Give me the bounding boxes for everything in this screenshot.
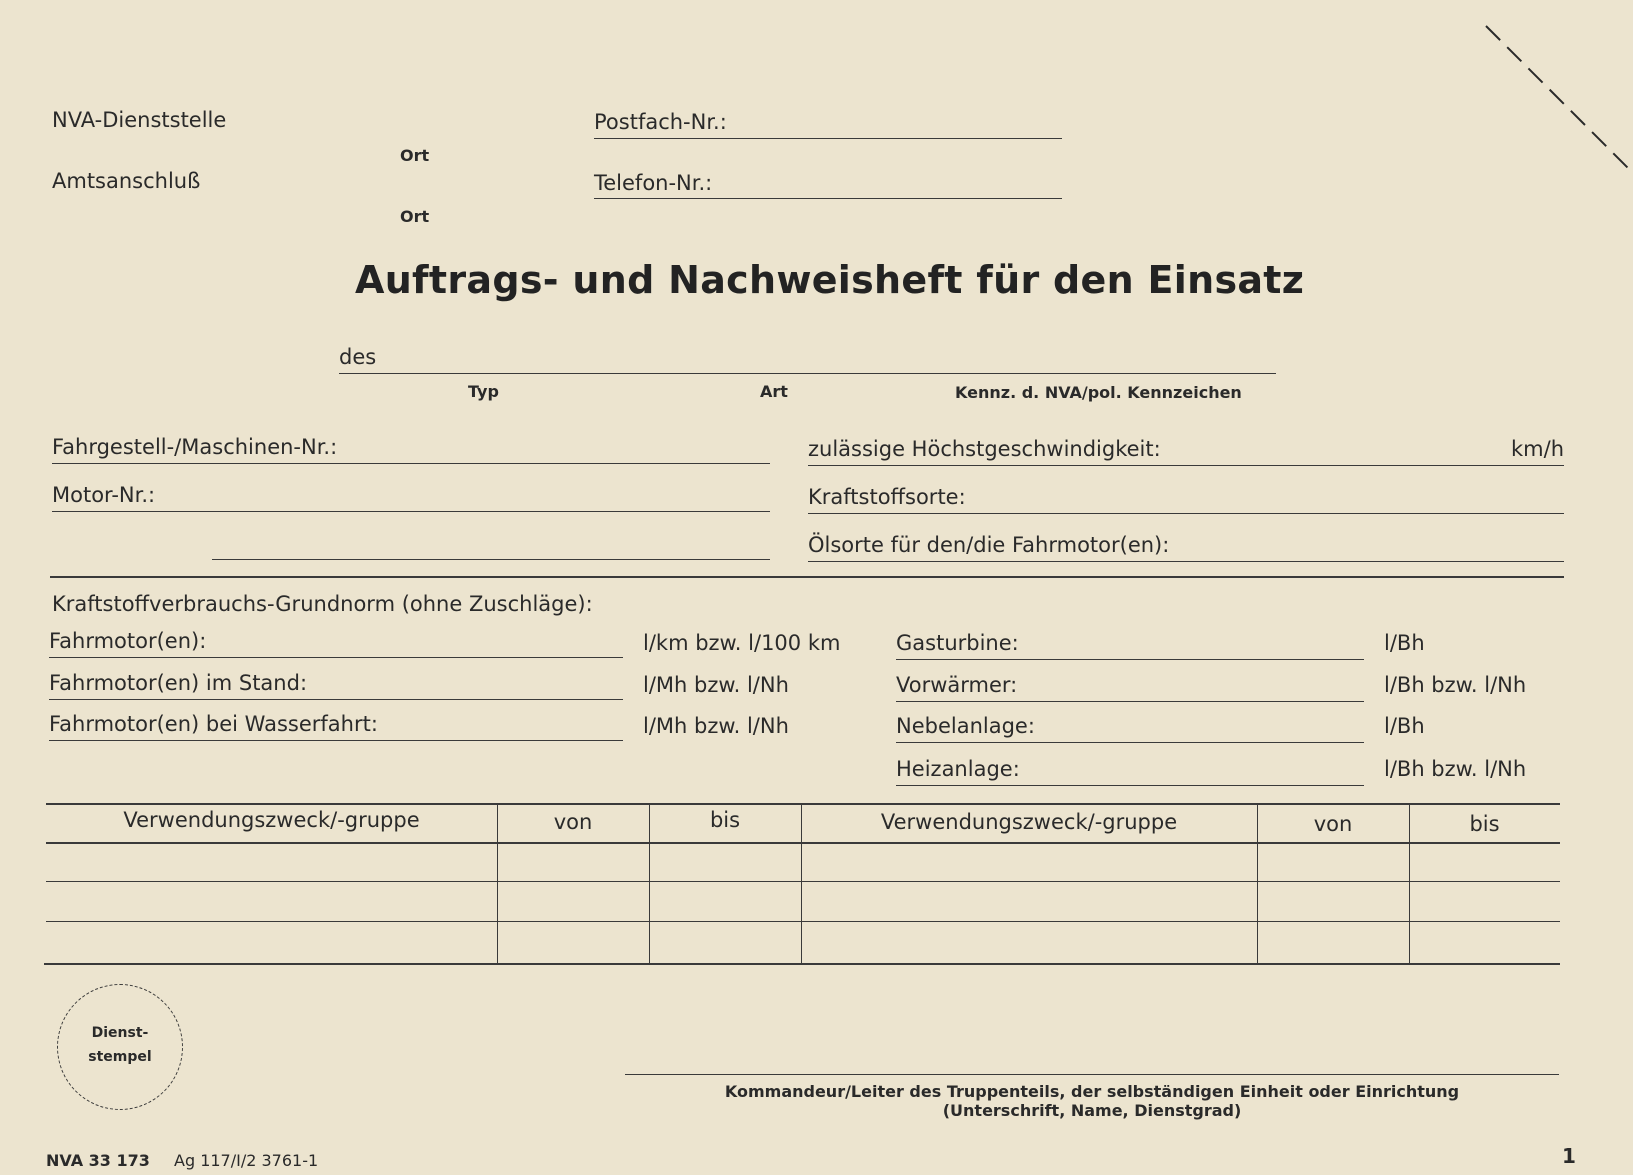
perforation-line	[1480, 20, 1633, 180]
table-bottom-rule	[44, 963, 1560, 965]
table-header-cell: von	[1313, 812, 1353, 836]
signature-caption: Kommandeur/Leiter des Truppenteils, der selbständigen Einheit oder Einrichtung	[724, 1082, 1460, 1101]
consumption-right-unit: l/Bh bzw. l/Nh	[1384, 757, 1527, 781]
table-header-cell: bis	[709, 808, 741, 832]
consumption-right-label: Nebelanlage:	[896, 714, 1035, 738]
consumption-right-label: Heizanlage:	[896, 757, 1020, 781]
table-header-rule	[46, 842, 1560, 844]
telefon-label: Telefon-Nr.:	[594, 171, 713, 195]
ort-label-1: Ort	[400, 146, 430, 165]
consumption-left-unit: l/Mh bzw. l/Nh	[643, 673, 789, 697]
kennzeichen-label: Kennz. d. NVA/pol. Kennzeichen	[955, 383, 1242, 402]
dienststelle-label: NVA-Dienststelle	[52, 108, 227, 132]
kraftstoffsorte-field[interactable]	[808, 513, 1564, 514]
consumption-right-field[interactable]	[896, 742, 1364, 743]
consumption-right-unit: l/Bh	[1384, 714, 1425, 738]
print-code: Ag 117/I/2 3761-1	[174, 1151, 319, 1170]
kraftstoffsorte-label: Kraftstoffsorte:	[808, 485, 966, 509]
section-divider	[50, 576, 1564, 578]
consumption-heading: Kraftstoffverbrauchs-Grundnorm (ohne Zuschläge):	[52, 592, 593, 616]
consumption-right-label: Gasturbine:	[896, 631, 1019, 655]
form-title: Auftrags- und Nachweisheft für den Einsatz	[355, 258, 1305, 302]
consumption-right-field[interactable]	[896, 701, 1364, 702]
dienststempel-circle	[57, 984, 183, 1110]
consumption-left-label: Fahrmotor(en) im Stand:	[49, 671, 308, 695]
stamp-line-1: Dienst-	[91, 1025, 149, 1041]
table-header-cell: Verwendungszweck/-gruppe	[123, 808, 420, 832]
consumption-left-label: Fahrmotor(en):	[49, 629, 207, 653]
fahrgestell-field[interactable]	[52, 463, 770, 464]
ort-label-2: Ort	[400, 207, 430, 226]
consumption-left-field[interactable]	[49, 657, 623, 658]
postfach-label: Postfach-Nr.:	[594, 110, 727, 134]
signature-line[interactable]	[625, 1074, 1559, 1075]
signature-subcaption: (Unterschrift, Name, Dienstgrad)	[942, 1101, 1242, 1120]
consumption-right-unit: l/Bh bzw. l/Nh	[1384, 673, 1527, 697]
telefon-field[interactable]	[594, 198, 1062, 199]
fahrgestell-label: Fahrgestell-/Maschinen-Nr.:	[52, 435, 338, 459]
table-row-line	[46, 921, 1560, 922]
kmh-unit: km/h	[1511, 437, 1565, 461]
table-header-cell: bis	[1469, 812, 1500, 836]
hoechstgeschw-label: zulässige Höchstgeschwindigkeit:	[808, 437, 1161, 461]
vehicle-type-field[interactable]	[339, 373, 1276, 374]
consumption-right-label: Vorwärmer:	[896, 673, 1018, 697]
consumption-left-field[interactable]	[49, 740, 623, 741]
stamp-line-2: stempel	[88, 1049, 152, 1065]
typ-label: Typ	[468, 382, 499, 401]
oelsorte-label: Ölsorte für den/die Fahrmotor(en):	[808, 533, 1170, 557]
table-row-line	[46, 881, 1560, 882]
motor-label: Motor-Nr.:	[52, 483, 156, 507]
consumption-right-unit: l/Bh	[1384, 631, 1425, 655]
consumption-left-unit: l/km bzw. l/100 km	[643, 631, 841, 655]
postfach-field[interactable]	[594, 138, 1062, 139]
oelsorte-field[interactable]	[808, 561, 1564, 562]
consumption-left-label: Fahrmotor(en) bei Wasserfahrt:	[49, 712, 378, 736]
consumption-right-field[interactable]	[896, 785, 1364, 786]
des-label: des	[339, 345, 377, 369]
table-header-cell: Verwendungszweck/-gruppe	[880, 810, 1178, 834]
hoechstgeschw-field[interactable]	[808, 465, 1564, 466]
form-number: NVA 33 173	[46, 1151, 150, 1170]
consumption-left-field[interactable]	[49, 699, 623, 700]
table-top-rule	[46, 803, 1560, 805]
motor-field[interactable]	[52, 511, 770, 512]
consumption-right-field[interactable]	[896, 659, 1364, 660]
consumption-left-unit: l/Mh bzw. l/Nh	[643, 714, 789, 738]
amtsanschluss-label: Amtsanschluß	[52, 169, 201, 193]
extra-field[interactable]	[212, 559, 770, 560]
page-number: 1	[1562, 1144, 1576, 1168]
art-label: Art	[760, 382, 788, 401]
table-header-cell: von	[553, 810, 593, 834]
